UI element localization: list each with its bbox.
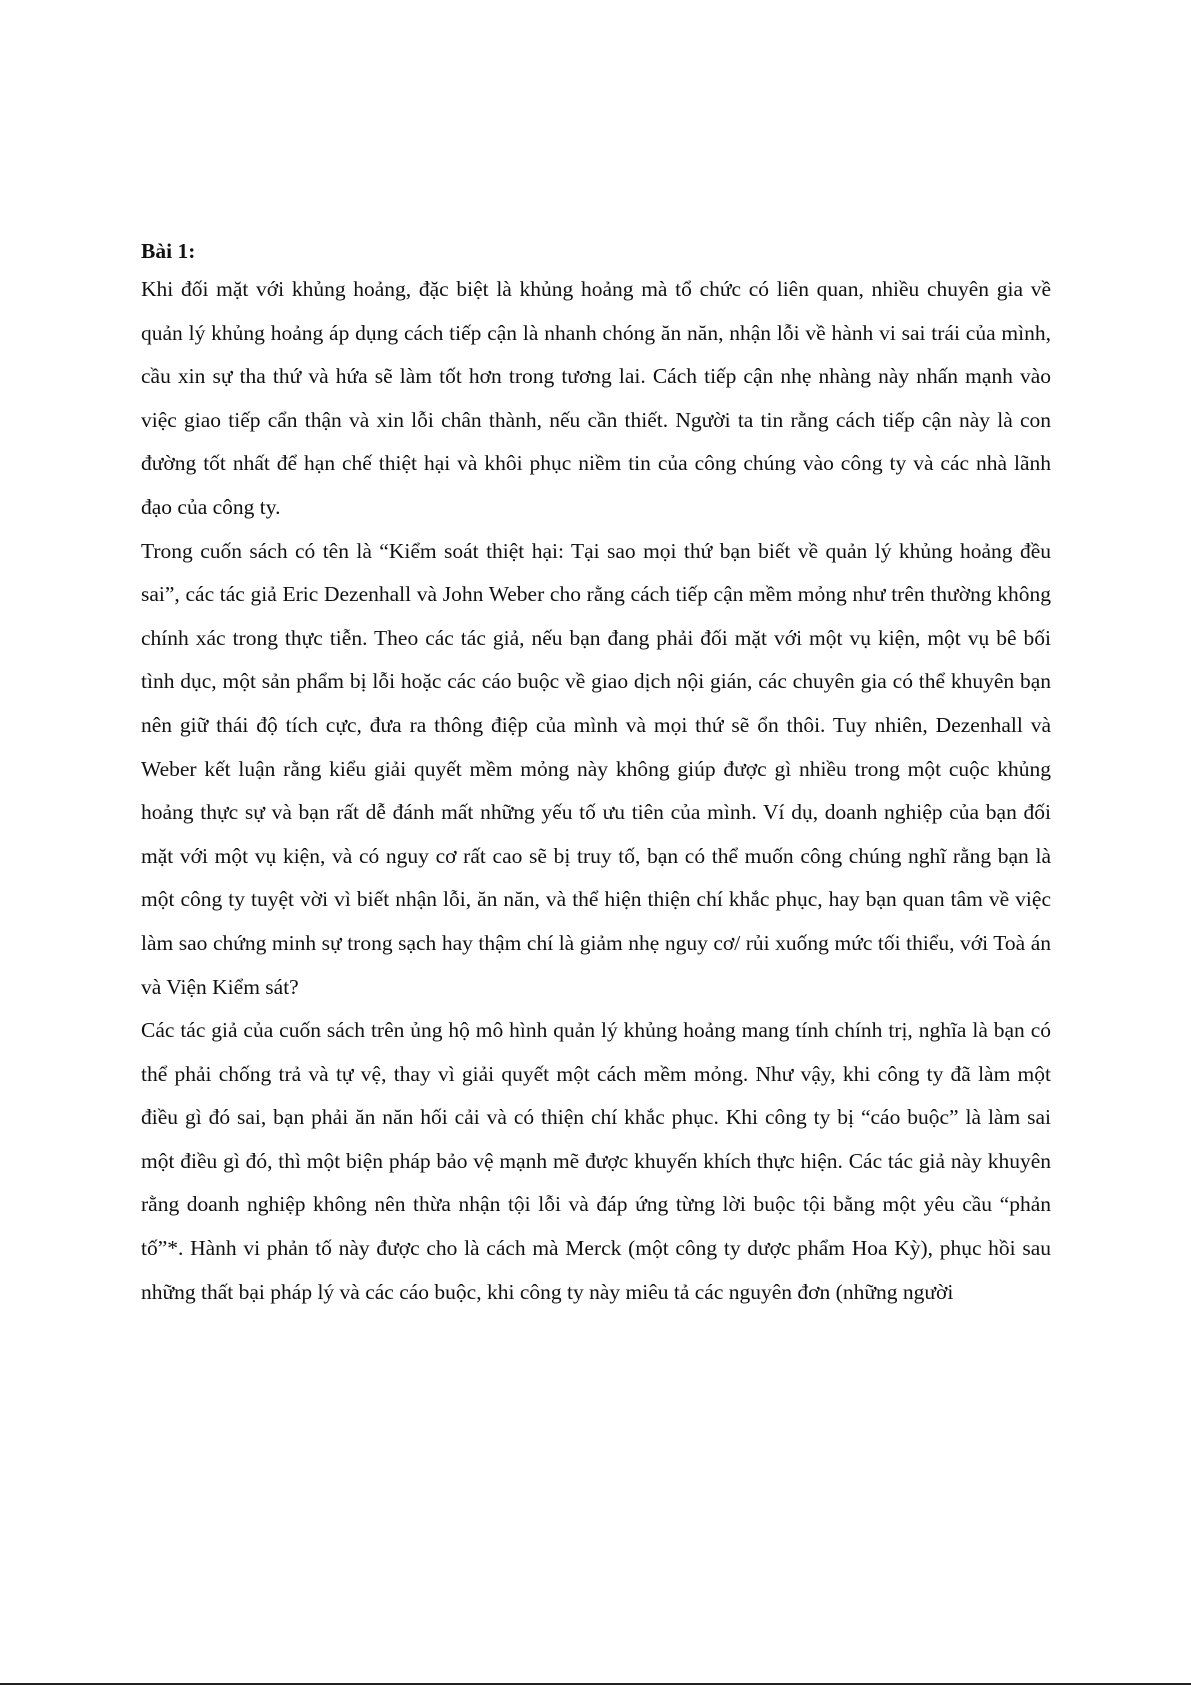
- paragraph-3: Các tác giả của cuốn sách trên ủng hộ mô hình quản lý khủng hoảng mang tính chính trị, nghĩa là bạn có thể phải chống trả và tự vệ, thay vì giải quyết một cách mềm mỏng. Như vậy, khi công ty đã làm một điều gì đó sai, bạn phải ăn năn hối cải và có thiện chí khắc phục. Khi công ty bị “cáo buộc” là làm sai một điều gì đó, thì một biện pháp bảo vệ mạnh mẽ được khuyến khích thực hiện. Các tác giả này khuyên rằng doanh nghiệp không nên thừa nhận tội lỗi và đáp ứng từng lời buộc tội bằng một yêu cầu “phản tố”*. Hành vi phản tố này được cho là cách mà Merck (một công ty dược phẩm Hoa Kỳ), phục hồi sau những thất bại pháp lý và các cáo buộc, khi công ty này miêu tả các nguyên đơn (những người: [141, 1018, 1051, 1304]
- paragraph-2: Trong cuốn sách có tên là “Kiểm soát thiệt hại: Tại sao mọi thứ bạn biết về quản lý khủng hoảng đều sai”, các tác giả Eric Dezenhall và John Weber cho rằng cách tiếp cận mềm mỏng như trên thường không chính xác trong thực tiễn. Theo các tác giả, nếu bạn đang phải đối mặt với một vụ kiện, một vụ bê bối tình dục, một sản phẩm bị lỗi hoặc các cáo buộc về giao dịch nội gián, các chuyên gia có thể khuyên bạn nên giữ thái độ tích cực, đưa ra thông điệp của mình và mọi thứ sẽ ổn thôi. Tuy nhiên, Dezenhall và Weber kết luận rằng kiểu giải quyết mềm mỏng này không giúp được gì nhiều trong một cuộc khủng hoảng thực sự và bạn rất dễ đánh mất những yếu tố ưu tiên của mình. Ví dụ, doanh nghiệp của bạn đối mặt với một vụ kiện, và có nguy cơ rất cao sẽ bị truy tố, bạn có thể muốn công chúng nghĩ rằng bạn là một công ty tuyệt vời vì biết nhận lỗi, ăn năn, và thể hiện thiện chí khắc phục, hay bạn quan tâm về việc làm sao chứng minh sự trong sạch hay thậm chí là giảm nhẹ nguy cơ/ rủi xuống mức tối thiểu, với Toà án và Viện Kiểm sát?: [141, 538, 1051, 999]
- section-heading: Bài 1:: [141, 239, 196, 263]
- paragraph-1: Khi đối mặt với khủng hoảng, đặc biệt là khủng hoảng mà tổ chức có liên quan, nhiều chuyên gia về quản lý khủng hoảng áp dụng cách tiếp cận là nhanh chóng ăn năn, nhận lỗi về hành vi sai trái của mình, cầu xin sự tha thứ và hứa sẽ làm tốt hơn trong tương lai. Cách tiếp cận nhẹ nhàng này nhấn mạnh vào việc giao tiếp cẩn thận và xin lỗi chân thành, nếu cần thiết. Người ta tin rằng cách tiếp cận này là con đường tốt nhất để hạn chế thiệt hại và khôi phục niềm tin của công chúng vào công ty và các nhà lãnh đạo của công ty.: [141, 277, 1051, 519]
- document-page: [141, 236, 1051, 1314]
